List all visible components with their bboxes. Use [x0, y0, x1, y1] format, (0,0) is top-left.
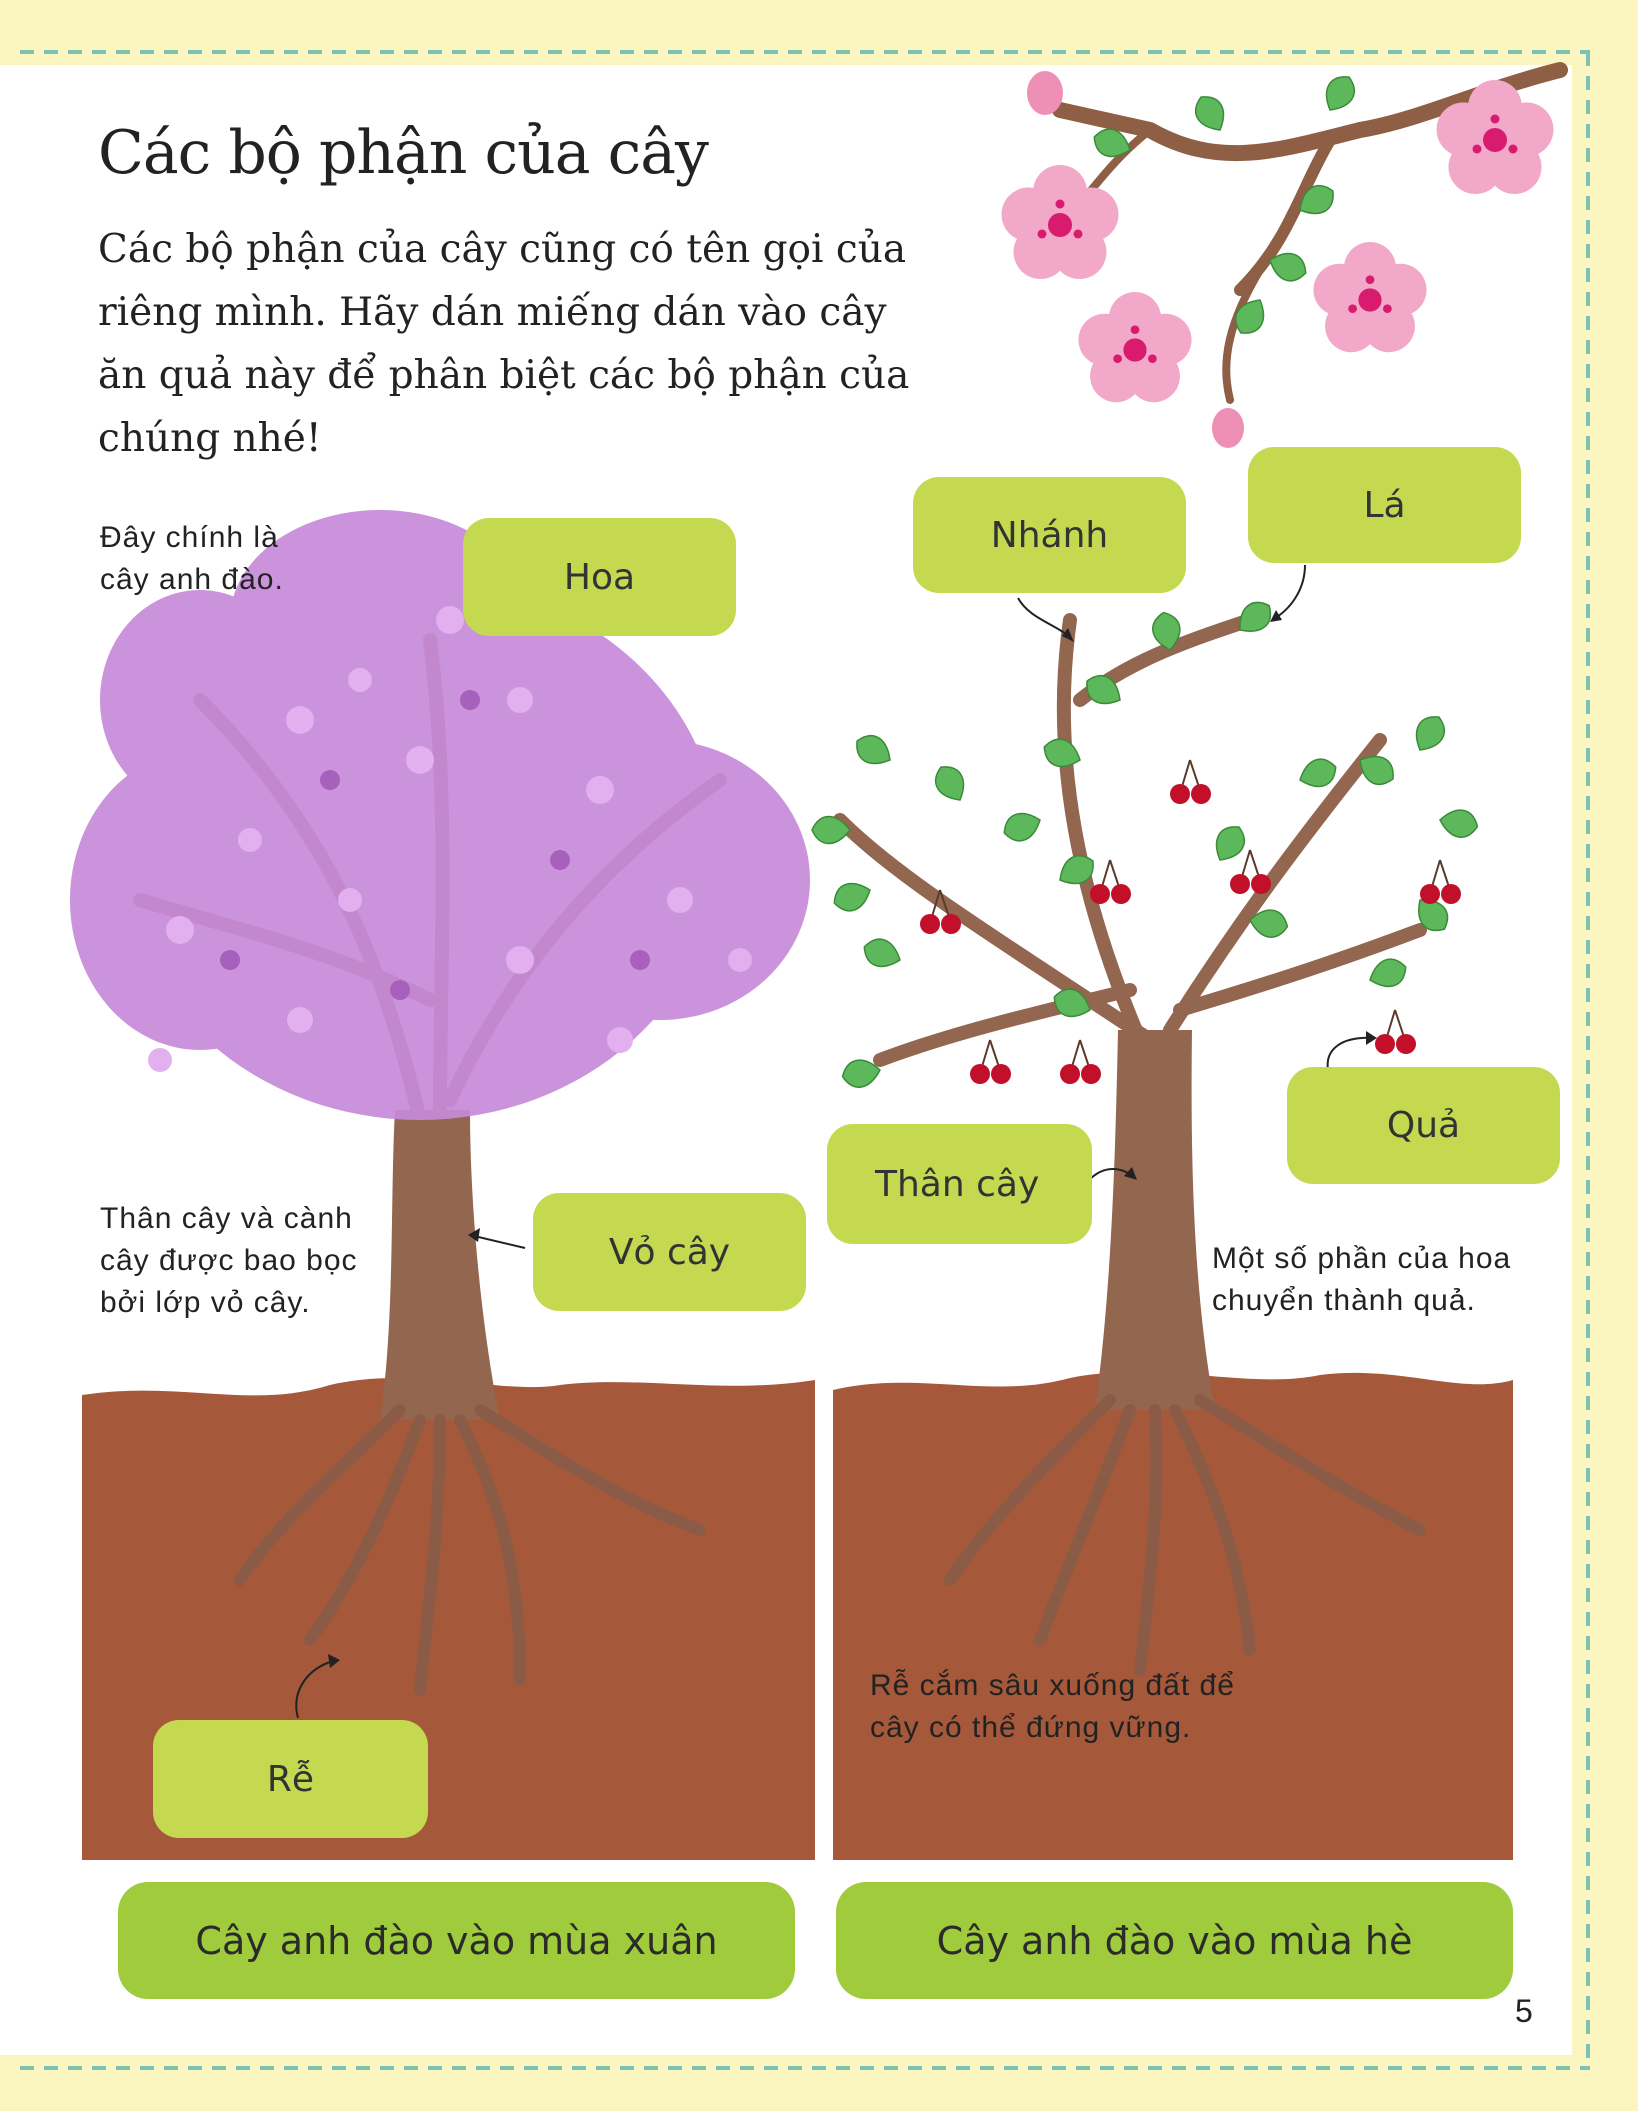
label-trunk[interactable]: Thân cây: [827, 1124, 1092, 1244]
note-line: bởi lớp vỏ cây.: [100, 1286, 311, 1319]
caption-spring: Cây anh đào vào mùa xuân: [118, 1882, 795, 1999]
note-bark: [100, 1198, 358, 1324]
intro-line: chúng nhé!: [98, 416, 322, 461]
note-line: Một số phần của hoa: [1212, 1242, 1512, 1275]
note-line: cây anh đào.: [100, 563, 284, 596]
intro-paragraph: [98, 218, 948, 470]
intro-line: ăn quả này để phân biệt các bộ phận của: [98, 353, 910, 398]
label-branch[interactable]: Nhánh: [913, 477, 1186, 593]
note-line: Thân cây và cành: [100, 1202, 353, 1235]
note-line: Rễ cắm sâu xuống đất để: [870, 1669, 1235, 1702]
spring-cherry-tree: [70, 510, 815, 1860]
blossom-branch-illustration: [1002, 70, 1561, 448]
note-spring-tree: [100, 517, 284, 601]
intro-line: Các bộ phận của cây cũng có tên gọi của: [98, 227, 907, 272]
note-line: cây được bao bọc: [100, 1244, 358, 1277]
label-leaf[interactable]: Lá: [1248, 447, 1521, 563]
note-line: Đây chính là: [100, 521, 279, 554]
note-roots: [870, 1665, 1235, 1749]
note-line: chuyển thành quả.: [1212, 1284, 1476, 1317]
caption-summer: Cây anh đào vào mùa hè: [836, 1882, 1513, 1999]
page-title: Các bộ phận của cây: [98, 118, 708, 188]
label-fruit[interactable]: Quả: [1287, 1067, 1560, 1184]
page-number: 5: [1515, 1993, 1533, 2029]
note-fruit: [1212, 1238, 1511, 1322]
intro-line: riêng mình. Hãy dán miếng dán vào cây: [98, 290, 887, 335]
label-root[interactable]: Rễ: [153, 1720, 428, 1838]
label-bark[interactable]: Vỏ cây: [533, 1193, 806, 1311]
label-flower[interactable]: Hoa: [463, 518, 736, 636]
note-line: cây có thể đứng vững.: [870, 1711, 1192, 1744]
